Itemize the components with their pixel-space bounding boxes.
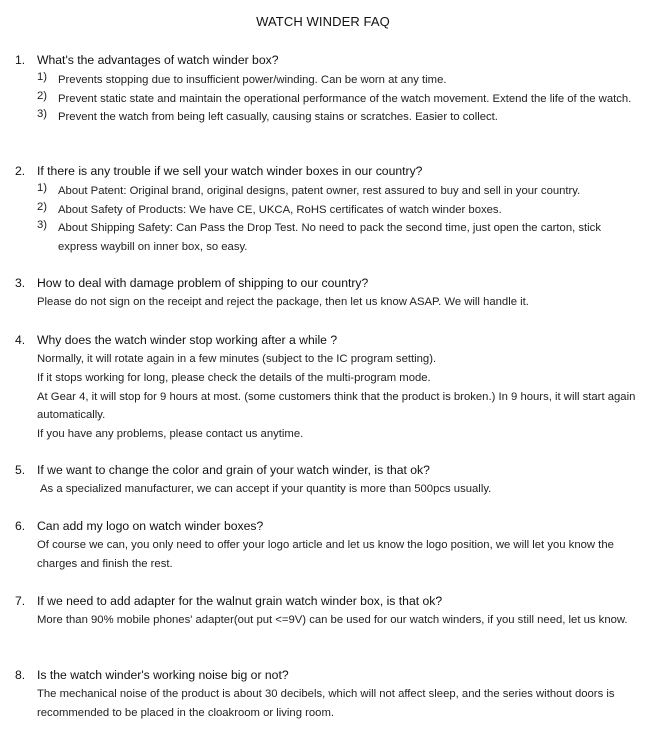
answer-line: More than 90% mobile phones' adapter(out put <=9V) can be used for our watch winders, if you still need, let us know. — [37, 614, 628, 626]
answer-line: If you have any problems, please contact us anytime. — [37, 428, 304, 441]
answer-item — [0, 90, 646, 109]
answer-line: Of course we can, you only need to offer your logo article and let us know the logo position, we will let you know the charges and finish the rest. — [37, 539, 614, 570]
answer-block — [37, 536, 640, 574]
question-number: 4. — [15, 333, 26, 347]
answer-list — [0, 182, 646, 256]
question-number: 8. — [15, 668, 26, 682]
answer-item — [0, 71, 646, 90]
answer-line: Please do not sign on the receipt and reject the package, then let us know ASAP. We will handle it. — [37, 296, 529, 308]
answer-item-text: Prevents stopping due to insufficient power/winding. Can be worn at any time. — [58, 74, 447, 86]
question-number: 5. — [15, 463, 26, 477]
answer-block — [37, 350, 640, 444]
question-text: Why does the watch winder stop working after a while ? — [37, 333, 338, 347]
answer-block — [37, 293, 640, 312]
question-text: If we need to add adapter for the walnut grain watch winder box, is that ok? — [37, 594, 443, 608]
answer-block — [37, 611, 640, 630]
answer-item-number: 1) — [37, 71, 48, 83]
question-number: 7. — [15, 594, 26, 608]
answer-line: Normally, it will rotate again in a few minutes (subject to the IC program setting). — [37, 353, 437, 365]
question-number: 6. — [15, 519, 26, 533]
answer-item-number: 3) — [37, 108, 48, 121]
page-title: WATCH WINDER FAQ — [256, 14, 390, 29]
answer-item-text: About Patent: Original brand, original designs, patent owner, rest assured to buy and sell in your country. — [58, 185, 581, 197]
question-text: What's the advantages of watch winder box? — [37, 53, 279, 67]
answer-item-text: Prevent the watch from being left casually, causing stains or scratches. Easier to collect. — [58, 111, 498, 124]
answer-item-text: About Shipping Safety: Can Pass the Drop Test. No need to pack the second time, just open the carton, stick express waybill on inner box, so easy. — [58, 222, 601, 253]
answer-item-text: About Safety of Products: We have CE, UKCA, RoHS certificates of watch winder boxes. — [58, 203, 502, 216]
answer-line: The mechanical noise of the product is about 30 decibels, which will not affect sleep, and the series without doors is recommended to be placed in the cloakroom or living room. — [37, 688, 615, 719]
answer-item — [0, 201, 646, 220]
answer-item-number: 2) — [37, 200, 48, 213]
question-number: 3. — [15, 276, 26, 290]
question-text: If we want to change the color and grain of your watch winder, is that ok? — [37, 463, 430, 477]
answer-list — [0, 71, 646, 127]
answer-line: If it stops working for long, please check the details of the multi-program mode. — [37, 371, 431, 384]
question-text: If there is any trouble if we sell your watch winder boxes in our country? — [37, 164, 423, 178]
answer-item-number: 1) — [37, 182, 48, 194]
question-number: 2. — [15, 164, 26, 178]
question-number: 1. — [15, 53, 26, 67]
answer-block — [37, 685, 640, 723]
question-text: Is the watch winder's working noise big or not? — [37, 668, 289, 682]
question-text: How to deal with damage problem of shipping to our country? — [37, 276, 369, 290]
answer-item — [0, 182, 646, 201]
answer-line: As a specialized manufacturer, we can accept if your quantity is more than 500pcs usually. — [40, 483, 492, 495]
question-text: Can add my logo on watch winder boxes? — [37, 519, 264, 533]
answer-item-number: 2) — [37, 89, 48, 102]
answer-item-text: Prevent static state and maintain the operational performance of the watch movement. Extend the life of the watch. — [58, 92, 632, 105]
answer-item — [0, 219, 646, 256]
answer-item — [0, 108, 646, 127]
answer-block — [37, 480, 640, 499]
answer-item-number: 3) — [37, 219, 48, 232]
answer-line: At Gear 4, it will stop for 9 hours at most. (some customers think that the product is broken.) In 9 hours, it will start again automatically. — [37, 390, 636, 422]
